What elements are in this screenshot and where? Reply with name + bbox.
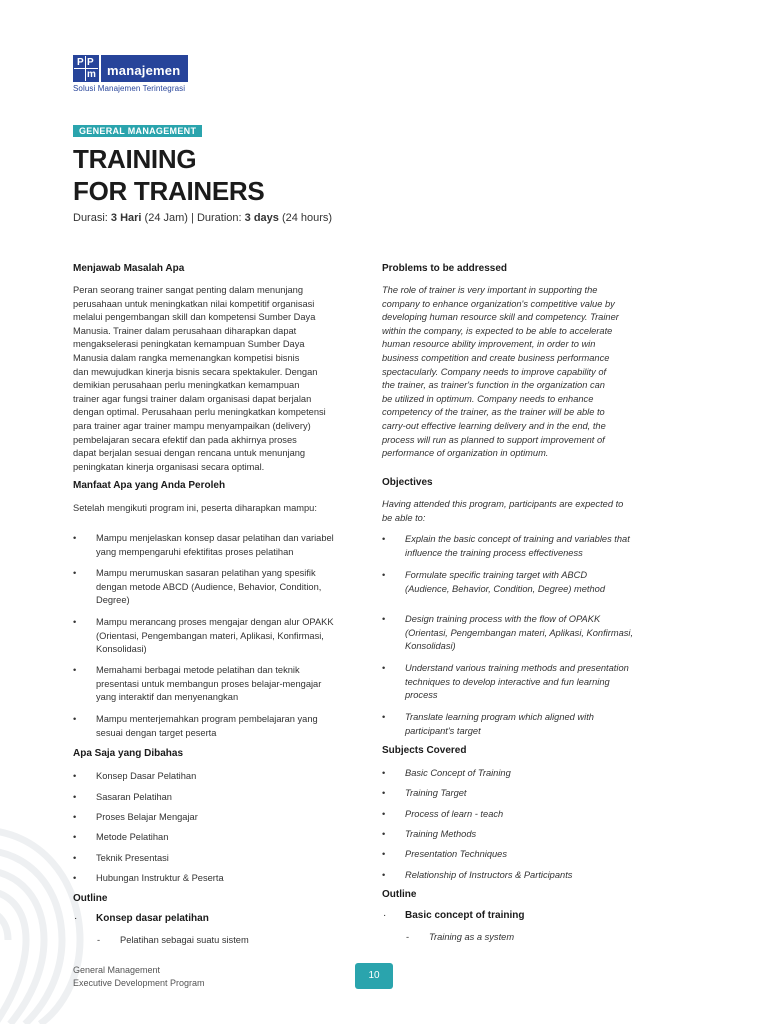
list-item: • Training Methods [382,829,477,839]
ppm-mark: P P m [73,55,99,82]
benefits-intro: Setelah mengikuti program ini, peserta diharapkan mampu: [73,503,317,513]
duration-line: Durasi: 3 Hari (24 Jam) | Duration: 3 days (24 hours) [73,212,333,224]
list-item: • Understand various training methods and presentation techniques to develop interactive and fun learning process [382,663,629,701]
list-item: • Hubungan Instruktur & Peserta [73,873,224,883]
list-item: • Konsep Dasar Pelatihan [73,771,197,781]
subjects-heading: Subjects Covered [382,745,467,756]
list-item: • Metode Pelatihan [73,832,169,842]
footer-line-2: Executive Development Program [73,978,205,988]
list-item: • Process of learn - teach [382,809,504,819]
list-item: • Teknik Presentasi [73,853,169,863]
list-item: • Sasaran Pelatihan [73,792,172,802]
page-number: 10 [355,963,393,989]
outline-heading: Outline [382,889,417,900]
logo-wordmark: manajemen [101,55,188,82]
outline-subitem: - Pelatihan sebagai suatu sistem [97,935,249,945]
list-item: • Presentation Techniques [382,849,507,859]
objectives-intro: Having attended this program, participants are expected to be able to: [382,499,624,523]
problems-heading: Menjawab Masalah Apa [73,263,185,274]
list-item: • Mampu menterjemahkan program pembelajaran yang sesuai dengan target peserta [73,714,318,738]
logo-tagline: Solusi Manajemen Terintegrasi [73,84,186,93]
list-item: • Proses Belajar Mengajar [73,812,198,822]
page-title [73,143,264,207]
list-item: • Basic Concept of Training [382,768,511,778]
objectives-heading: Objectives [382,477,433,488]
list-item: • Explain the basic concept of training and variables that influence the training process effectiveness [382,534,630,558]
subjects-heading: Apa Saja yang Dibahas [73,748,184,759]
outline-item: · Konsep dasar pelatihan [74,913,209,924]
list-item: • Training Target [382,788,467,798]
footer [73,964,205,990]
list-item: • Design training process with the flow of OPAKK (Orientasi, Pengembangan materi, Aplikasi, Konfirmasi, Konsolidasi) [382,614,634,652]
list-item: • Relationship of Instructors & Participants [382,870,573,880]
problems-body: The role of trainer is very important in supporting the company to enhance organization's competitive value by developing human resource skill and competency. Trainer within the company, is expected to be able to accelerate human resource ability improvement, in order to win business competition and create business performance spectacularly. Company needs to improve capability of the trainer, as trainer's function in the organization can be utilized in optimum. Company needs to enhance competency of the trainer, as the trainer will be able to carry-out effective learning delivery and in the end, the process will run as planned to support improvement of performance of organization in optimum. [382,285,619,459]
outline-item: · Basic concept of training [383,910,525,921]
problems-heading: Problems to be addressed [382,263,508,274]
footer-line-1: General Management [73,965,161,975]
list-item: • Translate learning program which aligned with participant's target [382,712,594,736]
list-item: • Mampu merumuskan sasaran pelatihan yang spesifik dengan metode ABCD (Audience, Behavior, Condition, Degree) [73,568,322,606]
list-item: • Memahami berbagai metode pelatihan dan teknik presentasi untuk membangun proses belajar-mengajar yang interaktif dan menyenangkan [73,665,322,703]
title-line-2: FOR TRAINERS [73,176,265,206]
list-item: • Mampu merancang proses mengajar dengan alur OPAKK (Orientasi, Pengembangan materi, Aplikasi, Konfirmasi, Konsolidasi) [73,617,334,655]
list-item: • Mampu menjelaskan konsep dasar pelatihan dan variabel yang mempengaruhi efektifitas proses pelatihan [73,533,334,557]
ppm-logo [73,55,188,93]
outline-heading: Outline [73,893,108,904]
benefits-heading: Manfaat Apa yang Anda Peroleh [73,480,226,491]
category-badge: GENERAL MANAGEMENT [73,125,202,137]
list-item: • Formulate specific training target with ABCD (Audience, Behavior, Condition, Degree) method [382,570,606,594]
problems-body: Peran seorang trainer sangat penting dalam menunjang perusahaan untuk meningkatkan nilai kompetitif organisasi melalui pengembangan skill dan kompetensi Sumber Daya Manusia. Trainer dalam perusahaan diharapkan dapat mengakselerasi peningkatan kemampuan Sumber Daya Manusia dalam rangka memenangkan kompetisi bisnis dan mewujudkan kinerja bisnis secara spektakuler. Dengan demikian perusahaan perlu meningkatkan kemampuan trainer agar fungsi trainer dalam organisasi dapat berjalan dengan optimal. Perusahaan perlu meningkatkan kompetensi para trainer agar trainer mampu menyampaikan (delivery) pembelajaran secara efektif dan pada akhirnya proses dapat berjalan sesuai dengan rencana untuk menunjang peningkatan kinerja organisasi secara optimal. [73,285,326,472]
title-line-1: TRAINING [73,144,197,174]
outline-subitem: - Training as a system [406,932,515,942]
